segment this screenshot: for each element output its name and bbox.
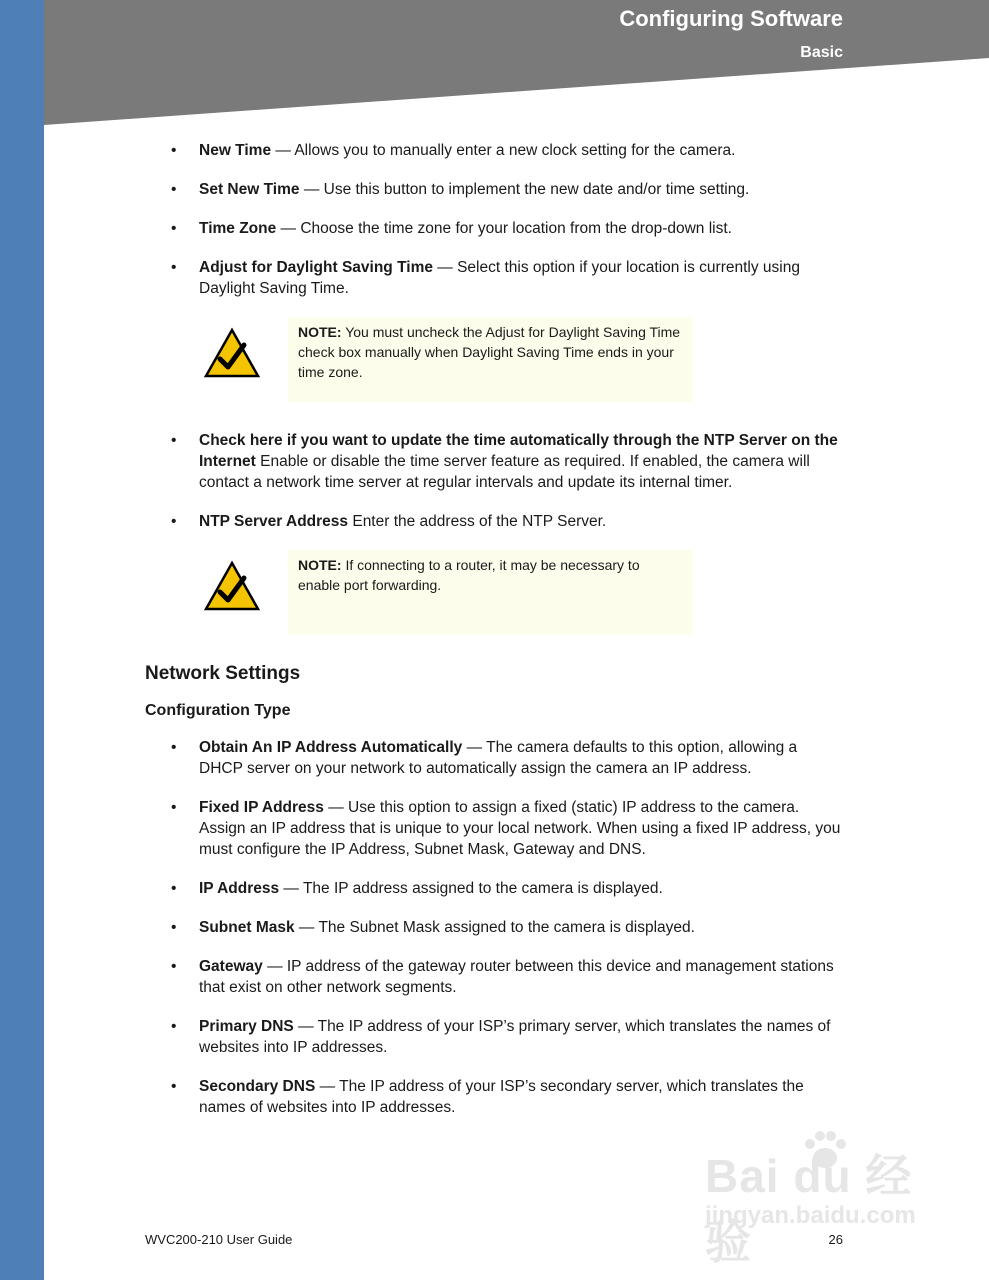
footer-guide-title: WVC200-210 User Guide	[145, 1232, 293, 1247]
list-item: • Adjust for Daylight Saving Time — Select this option if your location is currently using Daylight Saving Time.	[171, 259, 800, 297]
list-item: • Gateway — IP address of the gateway router between this device and management stations that exist on other network segments.	[171, 958, 834, 996]
bullet: •	[171, 799, 177, 816]
watermark-url: jingyan.baidu.com	[705, 1202, 916, 1229]
list-item: • New Time — Allows you to manually enter a new clock setting for the camera.	[171, 142, 736, 159]
bullet: •	[171, 739, 177, 756]
list-item: • Obtain An IP Address Automatically — The camera defaults to this option, allowing a DHCP server on your network to automatically assign the camera an IP address.	[171, 739, 798, 777]
list-item: • Secondary DNS — The IP address of your ISP’s secondary server, which translates the names of websites into IP addresses.	[171, 1078, 804, 1116]
section-subheading: Configuration Type	[145, 702, 291, 719]
bullet: •	[171, 1018, 177, 1035]
page-content	[145, 140, 845, 1136]
list-item: • Set New Time — Use this button to implement the new date and/or time setting.	[171, 181, 750, 198]
section-heading: Network Settings	[145, 663, 301, 684]
left-color-bar	[0, 0, 44, 1280]
list-item: • Primary DNS — The IP address of your ISP’s primary server, which translates the names of websites into IP addresses.	[171, 1018, 831, 1056]
watermark	[700, 1130, 940, 1268]
checkmark-warning-icon	[203, 560, 261, 612]
header-band	[44, 0, 989, 125]
note-box: NOTE: You must uncheck the Adjust for Daylight Saving Time check box manually when Daylight Saving Time ends in your time zone.	[288, 317, 693, 402]
list-item: • NTP Server Address Enter the address of the NTP Server.	[171, 513, 607, 530]
bullet: •	[171, 958, 177, 975]
list-item: • IP Address — The IP address assigned to the camera is displayed.	[171, 880, 663, 897]
list-item: • Fixed IP Address — Use this option to assign a fixed (static) IP address to the camera. Assign an IP address that is unique to your local network. When using a fixed IP address, you must configure the IP Address, Subnet Mask, Gateway and DNS.	[171, 799, 841, 858]
bullet: •	[171, 432, 177, 449]
page-number: 26	[828, 1232, 843, 1247]
note-port-forwarding	[145, 550, 845, 635]
network-settings-list	[145, 737, 845, 1118]
ntp-settings-list	[145, 430, 845, 532]
note-daylight-saving	[145, 317, 845, 402]
bullet: •	[171, 220, 177, 237]
time-settings-list	[145, 140, 845, 299]
watermark-brand: Bai du 经验	[705, 1150, 913, 1268]
bullet: •	[171, 919, 177, 936]
list-item: • Subnet Mask — The Subnet Mask assigned to the camera is displayed.	[171, 919, 695, 936]
bullet: •	[171, 880, 177, 897]
checkmark-warning-icon	[203, 327, 261, 379]
bullet: •	[171, 1078, 177, 1095]
bullet: •	[171, 513, 177, 530]
header-title: Configuring Software	[619, 6, 843, 31]
bullet: •	[171, 259, 177, 276]
bullet: •	[171, 142, 177, 159]
page-header	[44, 0, 989, 125]
list-item: • Check here if you want to update the time automatically through the NTP Server on the Internet Enable or disable the time server feature as required. If enabled, the camera will contact a network time server at regular intervals and update its internal timer.	[171, 432, 838, 491]
note-box: NOTE: If connecting to a router, it may be necessary to enable port forwarding.	[288, 550, 693, 635]
header-subtitle: Basic	[800, 44, 843, 61]
list-item: • Time Zone — Choose the time zone for your location from the drop-down list.	[171, 220, 732, 237]
bullet: •	[171, 181, 177, 198]
